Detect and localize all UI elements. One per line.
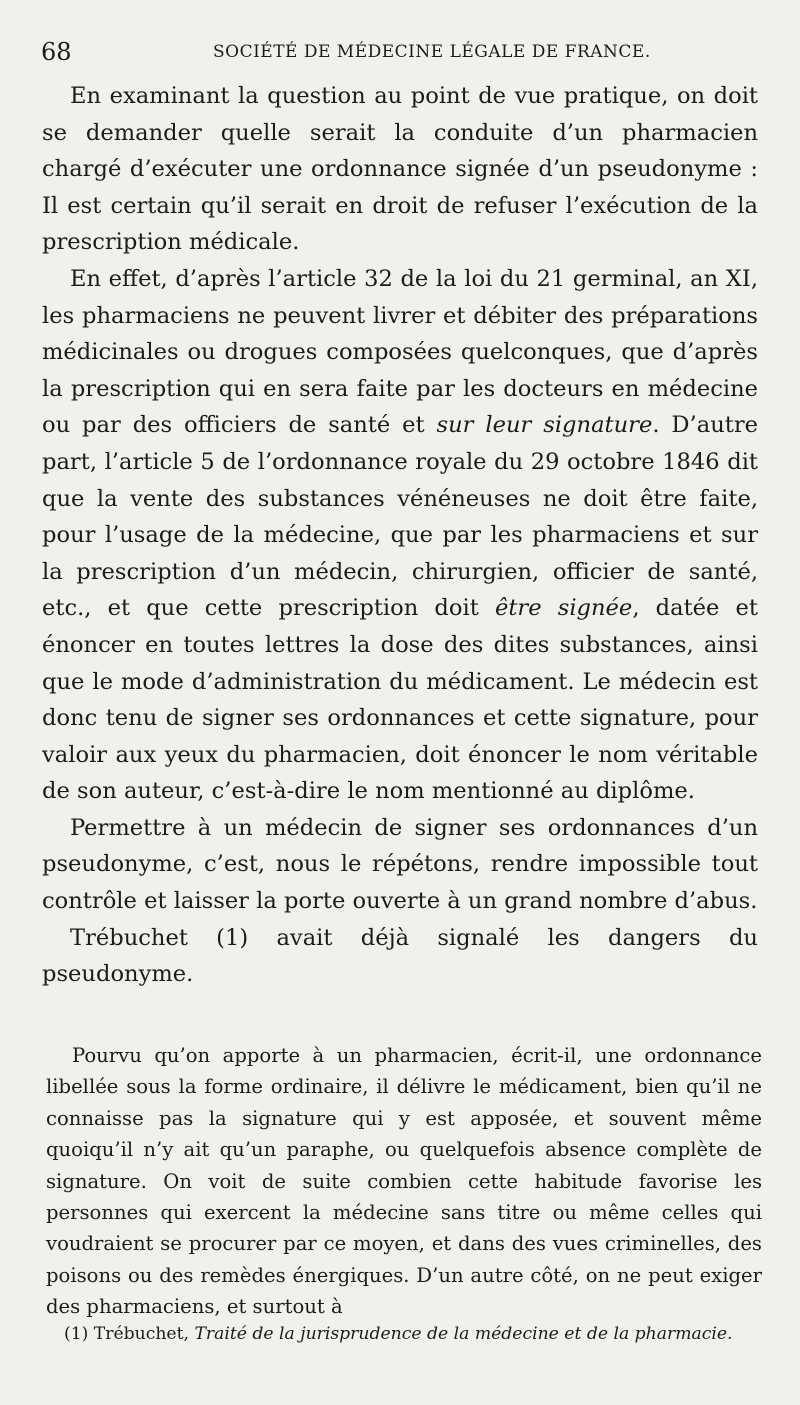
footnote-title: Traité de la jurisprudence de la médecine et de la pharmacie. [194, 1324, 733, 1344]
paragraph-2-part-c: , datée et énoncer en toutes lettres la dose des dites substances, ainsi que le mode d’administration du médicament. Le médecin est donc tenu de signer ses ordonnances et cette signature, pour valoir aux yeux du pharmacien, doit énoncer le nom véritable de son auteur, c’est-à-dire le nom mentionné au diplôme. [42, 595, 758, 805]
paragraph-2-part-b: . D’autre part, l’article 5 de l’ordonnance royale du 29 octobre 1846 dit que la vente des substances vénéneuses ne doit être faite, pour l’usage de la médecine, que par les pharmaciens et sur la prescription d’un médecin, chirurgien, officier de santé, etc., et que cette prescription doit [42, 412, 758, 622]
main-text [42, 78, 758, 993]
running-title: SOCIÉTÉ DE MÉDECINE LÉGALE DE FRANCE. [213, 42, 651, 62]
footnote-marker: (1) Trébuchet, [64, 1324, 195, 1344]
paragraph-4: Trébuchet (1) avait déjà signalé les dangers du pseudonyme. [42, 924, 758, 988]
page-number: 68 [41, 38, 72, 66]
paragraph-2-part-a: En effet, d’après l’article 32 de la loi du 21 germinal, an XI, les pharmaciens ne peuvent livrer et débiter des préparations médicinales ou drogues composées quelconques, que d’après la prescription qui en sera faite par les docteurs en médecine ou par des officiers de santé et [42, 265, 758, 439]
paragraph-2-emphasis-2: être signée [494, 595, 633, 622]
paragraph-2-emphasis-1: sur leur signature [436, 412, 653, 439]
paragraph-2 [42, 261, 758, 810]
footnote [64, 1321, 764, 1347]
paragraph-3: Permettre à un médecin de signer ses ordonnances d’un pseudonyme, c’est, nous le répétons, rendre impossible tout contrôle et laisser la porte ouverte à un grand nombre d’abus. [42, 814, 758, 915]
running-header [41, 36, 761, 68]
paragraph-1: En examinant la question au point de vue pratique, on doit se demander quelle serait la conduite d’un pharmacien chargé d’exécuter une ordonnance signée d’un pseudonyme : Il est certain qu’il serait en droit de refuser l’exécution de la prescription médicale. [42, 83, 758, 256]
quote-text: Pourvu qu’on apporte à un pharmacien, écrit-il, une ordonnance libellée sous la forme ordinaire, il délivre le médicament, bien qu’il ne connaisse pas la signature qui y est apposée, et souvent même quoiqu’il n’y ait qu’un paraphe, ou quelquefois absence complète de signature. On voit de suite combien cette habitude favorise les personnes qui exercent la médecine sans titre ou même celles qui voudraient se procurer par ce moyen, et dans des vues criminelles, des poisons ou des remèdes énergiques. D’un autre côté, on ne peut exiger des pharmaciens, et surtout à [46, 1044, 762, 1319]
block-quote [46, 1040, 762, 1323]
